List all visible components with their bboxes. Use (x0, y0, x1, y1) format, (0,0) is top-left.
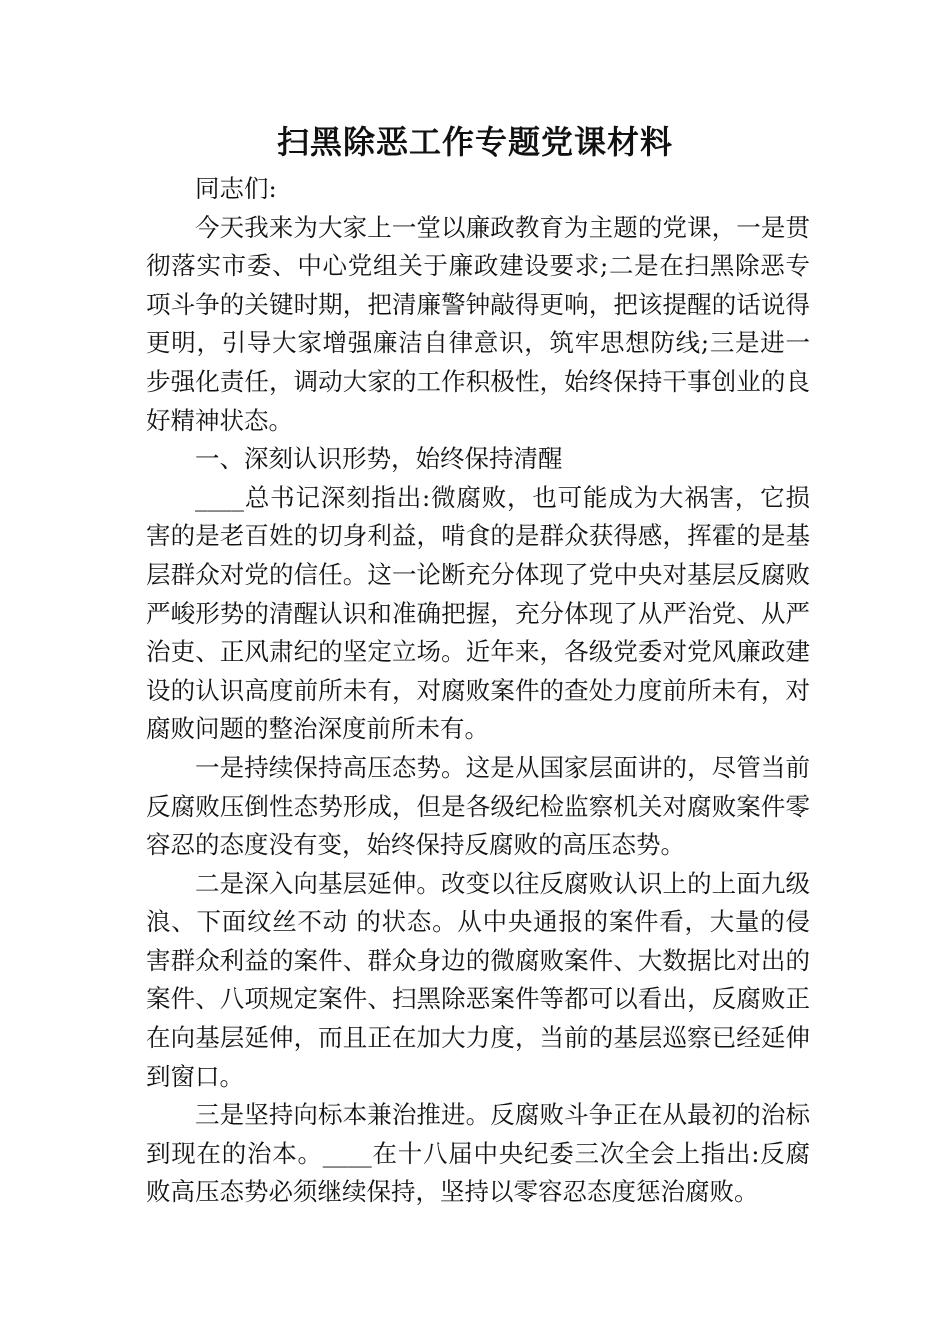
document-title: 扫黑除恶工作专题党课材料 (276, 123, 673, 161)
body-paragraph: 二是深入向基层延伸。改变以往反腐败认识上的上面九级浪、下面纹丝不动 的状态。从中央通报的案件看，大量的侵害群众利益的案件、群众身边的微腐败案件、大数据比对出的案件、八项规定案件、扫黑除恶案件等都可以看出，反腐败正在向基层延伸，而且正在加大力度，当前的基层巡察已经延伸到窗口。 (146, 868, 810, 1091)
greeting-paragraph: 同志们: (195, 174, 277, 203)
body-paragraph: 三是坚持向标本兼治推进。反腐败斗争正在从最初的治标到现在的治本。____在十八届中央纪委三次全会上指出:反腐败高压态势必须继续保持，坚持以零容忍态度惩治腐败。 (146, 1100, 810, 1207)
document-body (146, 170, 810, 1212)
section-heading: 一、深刻认识形势，始终保持清醒 (195, 444, 563, 474)
body-paragraph: 一是持续保持高压态势。这是从国家层面讲的，尽管当前反腐败压倒性态势形成，但是各级纪检监察机关对腐败案件零容忍的态度没有变，始终保持反腐败的高压态势。 (146, 752, 810, 860)
body-paragraph: ____总书记深刻指出:微腐败，也可能成为大祸害，它损害的是老百姓的切身利益，啃食的是群众获得感，挥霍的是基层群众对党的信任。这一论断充分体现了党中央对基层反腐败严峻形势的清醒认识和准确把握，充分体现了从严治党、从严治吏、正风肃纪的坚定立场。近年来，各级党委对党风廉政建设的认识高度前所未有，对腐败案件的查处力度前所未有，对腐败问题的整治深度前所未有。 (146, 482, 810, 744)
intro-paragraph: 今天我来为大家上一堂以廉政教育为主题的党课，一是贯彻落实市委、中心党组关于廉政建设要求;二是在扫黑除恶专项斗争的关键时期，把清廉警钟敲得更响，把该提醒的话说得更明，引导大家增强廉洁自律意识，筑牢思想防线;三是进一步强化责任，调动大家的工作积极性，始终保持干事创业的良好精神状态。 (146, 212, 810, 435)
